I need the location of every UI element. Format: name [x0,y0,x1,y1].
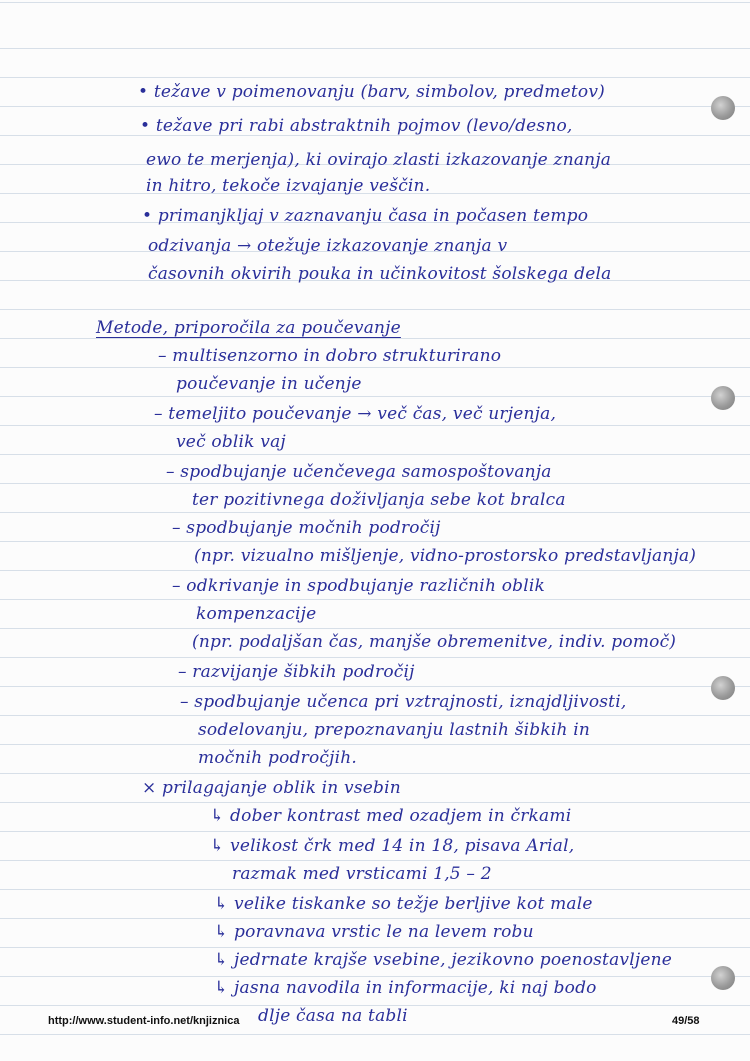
handwritten-line: razmak med vrsticami 1,5 – 2 [232,864,492,884]
handwritten-line: ↳ jasna navodila in informacije, ki naj bodo [214,978,597,998]
handwritten-line: in hitro, tekoče izvajanje veščin. [146,176,431,196]
handwritten-line: sodelovanju, prepoznavanju lastnih šibkih in [198,720,591,740]
handwritten-line: poučevanje in učenje [176,374,362,394]
handwritten-line: ↳ jedrnate krajše vsebine, jezikovno poenostavljene [214,950,673,970]
handwritten-line: dlje časa na tabli [258,1006,408,1026]
page-number: 49/58 [672,1015,700,1027]
handwritten-line: × prilagajanje oblik in vsebin [142,778,401,798]
handwritten-line: • primanjkljaj v zaznavanju časa in počasen tempo [142,206,589,226]
handwritten-line: – temeljito poučevanje → več čas, več urjenja, [154,404,557,424]
handwritten-line: odzivanja → otežuje izkazovanje znanja v [148,236,508,256]
binder-hole-icon [711,386,735,410]
handwritten-line: ↳ poravnava vrstic le na levem robu [214,922,534,942]
handwritten-line: – multisenzorno in dobro strukturirano [158,346,502,366]
handwritten-line: • težave pri rabi abstraktnih pojmov (levo/desno, [140,116,573,136]
handwritten-line: – spodbujanje močnih področij [172,518,441,538]
binder-hole-icon [711,96,735,120]
handwritten-line: več oblik vaj [176,432,286,452]
handwritten-line: (npr. vizualno mišljenje, vidno-prostorsko predstavljanja) [194,546,697,566]
handwritten-line: ewo te merjenja), ki ovirajo zlasti izkazovanje znanja [146,150,612,170]
section-heading: Metode, priporočila za poučevanje [96,318,401,338]
handwritten-line: močnih področjih. [198,748,357,768]
footer-url[interactable]: http://www.student-info.net/knjiznica [48,1015,240,1027]
handwritten-line: kompenzacije [196,604,317,624]
handwritten-line: ↳ velikost črk med 14 in 18, pisava Arial, [210,836,575,856]
handwritten-line: – spodbujanje učenca pri vztrajnosti, iznajdljivosti, [180,692,627,712]
handwritten-line: ter pozitivnega doživljanja sebe kot bralca [192,490,566,510]
handwritten-line: ↳ dober kontrast med ozadjem in črkami [210,806,572,826]
handwritten-line: – razvijanje šibkih področij [178,662,415,682]
handwritten-line: ↳ velike tiskanke so težje berljive kot male [214,894,593,914]
handwritten-line: časovnih okvirih pouka in učinkovitost šolskega dela [148,264,612,284]
handwritten-line: (npr. podaljšan čas, manjše obremenitve, indiv. pomoč) [192,632,677,652]
handwritten-line: – odkrivanje in spodbujanje različnih oblik [172,576,545,596]
binder-hole-icon [711,966,735,990]
binder-hole-icon [711,676,735,700]
handwritten-line: • težave v poimenovanju (barv, simbolov, predmetov) [138,82,605,102]
handwritten-line: – spodbujanje učenčevega samospoštovanja [166,462,552,482]
